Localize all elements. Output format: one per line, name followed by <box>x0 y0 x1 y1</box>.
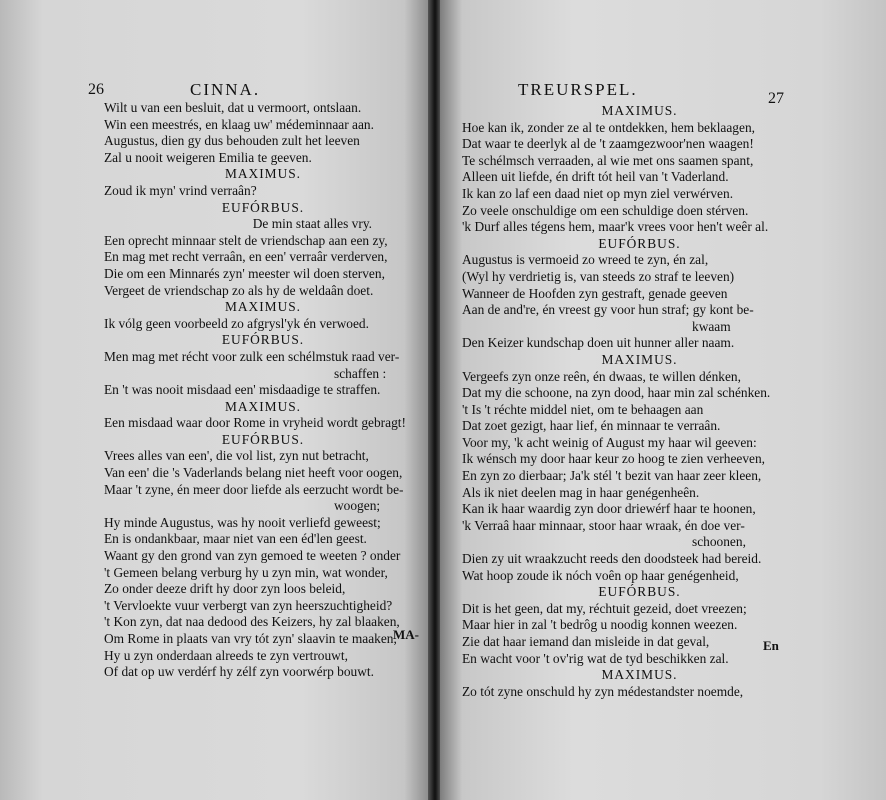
speaker-name: MAXIMUS. <box>224 299 302 315</box>
verse-line: Van een' die 's Vaderlands belang niet heeft voor oogen, <box>104 465 403 481</box>
verse-line: Zoud ik myn' vrind verraân? <box>104 182 257 198</box>
verse-line: Ik vólg geen voorbeeld zo afgrysl'yk én verwoed. <box>104 315 369 331</box>
verse-line: Wanneer de Hoofden zyn gestraft, genade geeven <box>462 285 728 301</box>
verse-line: woogen; <box>334 498 381 514</box>
verse-line: Die om een Minnarés zyn' meester wil doen sterven, <box>104 265 385 281</box>
verse-line: Een oprecht minnaar stelt de vriendschap aan een zy, <box>104 232 388 248</box>
speaker-name: MAXIMUS. <box>224 398 302 414</box>
speaker-name: MAXIMUS. <box>601 667 678 683</box>
verse-line: En is ondankbaar, maar niet van een éd'len geest. <box>104 531 367 547</box>
speaker-name: MAXIMUS. <box>601 103 678 118</box>
verse-line: Augustus is vermoeid zo wreed te zyn, én zal, <box>462 252 709 268</box>
speaker-name: EUFÓRBUS. <box>221 332 305 348</box>
right-text-block <box>462 103 817 700</box>
verse-line: Kan ik haar waardig zyn door driewérf haar te hoonen, <box>462 501 756 517</box>
verse-line: Vergeefs zyn onze reên, én dwaas, te willen dénken, <box>462 368 741 384</box>
verse-line: 't Kon zyn, dat naa dedood des Keizers, hy zal blaaken, <box>104 614 400 630</box>
verse-line: Zal u nooit weigeren Emilia te geeven. <box>104 149 312 165</box>
verse-line: Zo veele onschuldige om een schuldige doen stérven. <box>462 202 749 218</box>
verse-line: Om Rome in plaats van vry tót zyn' slaavin te maaken, <box>104 631 397 646</box>
verse-line: Dat waar te deerlyk al de 't zaamgezwoor'nen waagen! <box>462 136 754 152</box>
verse-line: Als ik niet deelen mag in haar genégenheên. <box>462 484 700 500</box>
verse-line: Den Keizer kundschap doen uit hunner aller naam. <box>462 335 735 351</box>
speaker-name: MAXIMUS. <box>224 166 302 182</box>
verse-line: Vergeet de vriendschap zo als hy de weldaân doet. <box>104 282 374 298</box>
left-running-head: CINNA. <box>190 80 261 99</box>
verse-line: 't Vervloekte vuur verbergt van zyn heerszuchtigheid? <box>104 597 393 613</box>
right-page <box>440 0 886 800</box>
verse-line: Ik kan zo laf een daad niet op myn ziel verwérven. <box>462 185 734 201</box>
verse-line: Win een meestrés, en klaag uw' médeminnaar aan. <box>104 116 374 132</box>
verse-line: En 't was nooit misdaad een' misdaadige te straffen. <box>104 382 381 398</box>
right-running-head: TREURSPEL. <box>518 80 638 99</box>
right-header <box>440 80 886 107</box>
left-page-number: 26 <box>88 81 104 98</box>
verse-line: Hoe kan ik, zonder ze al te ontdekken, hem beklaagen, <box>462 119 755 135</box>
verse-line: Zo tót zyne onschuld hy zyn médestandster noemde, <box>462 683 744 699</box>
verse-line: schaffen : <box>334 365 387 381</box>
verse-line: Vrees alles van een', die vol list, zyn nut betracht, <box>104 448 369 464</box>
verse-line: Ik wénsch my door haar keur zo hoog te zien verheeven, <box>462 451 766 467</box>
verse-line: Voor my, 'k acht weinig of August my haar wil geeven: <box>462 434 757 450</box>
left-page <box>0 0 430 800</box>
verse-line: Wilt u van een besluit, dat u vermoort, ontslaan. <box>104 100 362 115</box>
verse-line: De min staat alles vry. <box>252 216 372 232</box>
verse-line: Dat my die schoone, na zyn dood, haar min zal schénken. <box>462 385 771 401</box>
speaker-name: EUFÓRBUS. <box>221 431 305 447</box>
verse-line: Maar 't zyne, én meer door liefde als eerzucht wordt be- <box>104 481 404 497</box>
verse-line: En wacht voor 't ov'rig wat de tyd beschikken zal. <box>462 650 729 666</box>
right-page-number: 27 <box>768 90 784 107</box>
speaker-name: EUFÓRBUS. <box>221 199 305 215</box>
verse-line: Dat zoet gezigt, haar lief, én minnaar te verraân. <box>462 418 721 434</box>
verse-line: kwaam <box>692 318 731 334</box>
left-text-block <box>104 100 422 681</box>
speaker-name: EUFÓRBUS. <box>598 235 681 251</box>
verse-line: Te schélmsch verraaden, al wie met ons saamen spant, <box>462 152 754 168</box>
speaker-name: MAXIMUS. <box>601 351 678 367</box>
verse-line: Waant gy den grond van zyn gemoed te weeten ? onder <box>104 548 401 564</box>
right-catchword: En <box>763 638 779 653</box>
verse-line: 'k Verraâ haar minnaar, stoor haar wraak, én doe ver- <box>462 517 745 533</box>
verse-line: Een misdaad waar door Rome in vryheid wordt gebragt! <box>104 415 406 431</box>
left-header <box>0 80 430 102</box>
verse-line: En zyn zo dierbaar; Ja'k stél 't bezit van haar zeer kleen, <box>462 468 762 484</box>
verse-line: Wat hoop zoude ik nóch voên op haar genégenheid, <box>462 567 739 583</box>
verse-line: Hy minde Augustus, was hy nooit verliefd geweest; <box>104 514 381 530</box>
verse-line: Maar hier in zal 't bedrôg u noodig konnen weezen. <box>462 617 738 633</box>
verse-line: En mag met recht verraân, en een' verraâr verderven, <box>104 249 388 265</box>
verse-line: Dien zy uit wraakzucht reeds den doodsteek had bereid. <box>462 551 762 567</box>
verse-line: (Wyl hy verdrietig is, van steeds zo straf te leeven) <box>462 268 735 284</box>
verse-line: 't Gemeen belang verburg hy u zyn min, wat wonder, <box>104 564 388 580</box>
verse-line: Aan de and're, én vreest gy voor hun straf; gy kont be- <box>462 302 754 318</box>
verse-line: Of dat op uw verdérf hy zélf zyn voorwérp bouwt. <box>104 664 374 680</box>
verse-line: 't Is 't réchte middel niet, om te behaagen aan <box>462 401 704 417</box>
verse-line: Augustus, dien gy dus behouden zult het leeven <box>104 133 360 149</box>
speaker-name: EUFÓRBUS. <box>598 584 681 600</box>
left-catchword: MA- <box>393 627 419 642</box>
verse-line: Hy u zyn onderdaan alreeds te zyn vertrouwt, <box>104 647 348 663</box>
verse-line: Zie dat haar iemand dan misleide in dat geval, <box>462 634 710 649</box>
verse-line: Dit is het geen, dat my, réchtuit gezeid, doet vreezen; <box>462 600 747 616</box>
verse-line: 'k Durf alles tégens hem, maar'k vrees voor hen't weêr al. <box>462 219 769 235</box>
verse-line: Alleen uit liefde, én drift tót heil van 't Vaderland. <box>462 169 729 185</box>
verse-line: Men mag met récht voor zulk een schélmstuk raad ver- <box>104 348 400 364</box>
verse-line: schoonen, <box>692 534 746 550</box>
verse-line: Zo onder deeze drift hy door zyn loos beleid, <box>104 581 346 597</box>
